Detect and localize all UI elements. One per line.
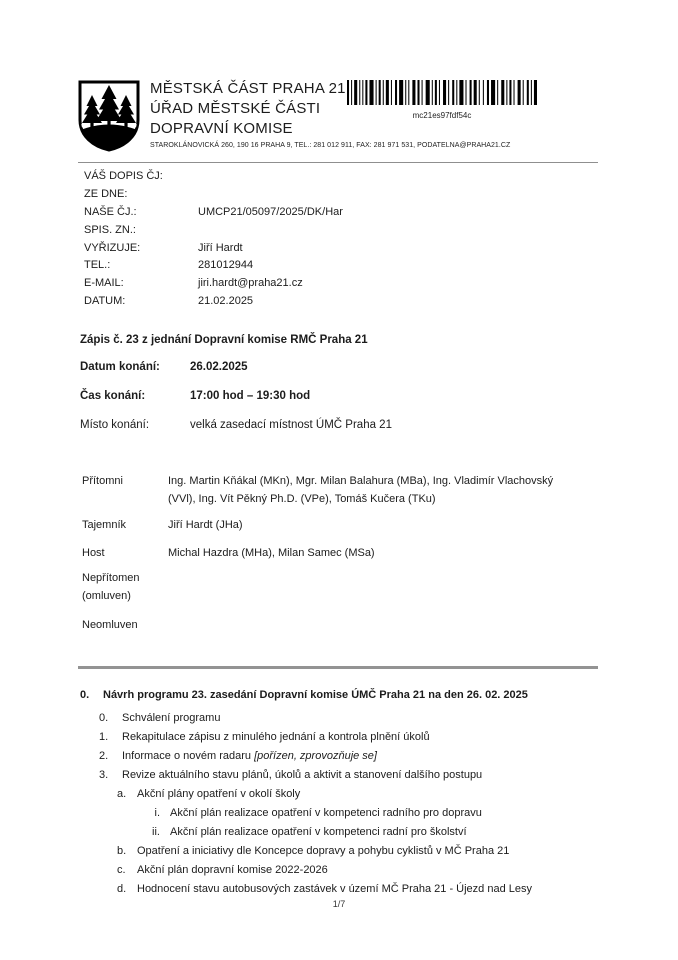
agenda-item-text: Akční plány opatření v okolí školy (137, 788, 301, 800)
attendance-secretary-row (82, 516, 570, 534)
agenda-item (0, 709, 678, 728)
field-label: Místo konání: (80, 419, 150, 431)
field-label: SPIS. ZN.: (84, 223, 136, 236)
agenda-item (0, 747, 678, 766)
meeting-place-row (80, 419, 392, 448)
agenda-item-marker: 2. (99, 750, 109, 762)
meta-row-ze-dne (84, 185, 343, 203)
meta-fields (84, 167, 343, 310)
divider-top (78, 162, 598, 163)
field-label: VYŘIZUJE: (84, 241, 141, 254)
org-name-line3: DOPRAVNÍ KOMISE (150, 120, 293, 137)
page-number: 1/7 (332, 899, 346, 909)
agenda-item-text-italic: [pořízen, zprovozňuje se] (254, 750, 377, 762)
agenda-section (0, 686, 678, 899)
field-value (168, 569, 570, 605)
agenda-item (0, 728, 678, 747)
meeting-date-row (80, 361, 392, 390)
org-address: STAROKLÁNOVICKÁ 260, 190 16 PRAHA 9, TEL.: 281 012 911, FAX: 281 971 531, PODATELNA@PRAHA21.CZ (150, 142, 511, 149)
document-title: Zápis č. 23 z jednání Dopravní komise RMČ Praha 21 (80, 334, 368, 346)
field-label: DATUM: (84, 295, 126, 308)
agenda-heading-text: Návrh programu 23. zasedání Dopravní komise ÚMČ Praha 21 na den 26. 02. 2025 (103, 689, 528, 701)
field-value: Jiří Hardt (198, 241, 243, 254)
field-label (82, 569, 168, 605)
field-label: Tajemník (82, 519, 127, 531)
agenda-subsubitem (0, 804, 678, 823)
field-value (168, 616, 570, 634)
agenda-item-marker: d. (117, 883, 127, 895)
agenda-subitem (0, 880, 678, 899)
field-label: ZE DNE: (84, 187, 128, 200)
coat-of-arms-logo (78, 80, 140, 152)
meeting-info (80, 361, 392, 448)
field-value: 281012944 (198, 259, 254, 272)
field-label: Čas konání: (80, 390, 146, 402)
agenda-item-text: Rekapitulace zápisu z minulého jednání a kontrola plnění úkolů (122, 731, 430, 743)
agenda-subitem (0, 861, 678, 880)
agenda-item-text: Opatření a iniciativy dle Koncepce dopravy a pohybu cyklistů v MČ Praha 21 (137, 845, 510, 857)
divider-agenda (78, 666, 598, 669)
field-value: jiri.hardt@praha21.cz (198, 277, 303, 290)
attendance-present-row (82, 472, 570, 508)
field-value: 26.02.2025 (190, 361, 248, 373)
field-label-line1: Nepřítomen (82, 572, 140, 584)
field-value: Ing. Martin Kňákal (MKn), Mgr. Milan Balahura (MBa), Ing. Vladimír Vlachovský (VVl), Ing. Vít Pěkný Ph.D. (VPe), Tomáš Kučera (TKu) (168, 475, 554, 505)
attendance-guest-row (82, 544, 570, 562)
agenda-item-text-normal: Informace o novém radaru (122, 750, 255, 762)
barcode-image (347, 80, 537, 105)
agenda-subitem (0, 785, 678, 804)
agenda-subitem (0, 842, 678, 861)
agenda-item-text: Akční plán dopravní komise 2022-2026 (137, 864, 328, 876)
agenda-item-text: Hodnocení stavu autobusových zastávek v území MČ Praha 21 - Újezd nad Lesy (137, 883, 532, 895)
agenda-item-marker: b. (117, 845, 127, 857)
org-name-line1: MĚSTSKÁ ČÁST PRAHA 21 (150, 80, 346, 97)
field-label: TEL.: (84, 259, 111, 272)
field-value: velká zasedací místnost ÚMČ Praha 21 (190, 419, 392, 431)
field-value: Jiří Hardt (JHa) (168, 519, 243, 531)
meta-row-datum (84, 292, 343, 310)
field-value: 17:00 hod – 19:30 hod (190, 390, 311, 402)
field-label: NAŠE ČJ.: (84, 205, 137, 218)
field-label: Neomluven (82, 619, 138, 631)
meta-row-email (84, 274, 343, 292)
meta-row-vyrizuje (84, 239, 343, 257)
field-label-line2: (omluven) (82, 590, 131, 602)
agenda-item-text: Schválení programu (122, 712, 221, 724)
field-label: Přítomni (82, 475, 123, 487)
agenda-item-text: Revize aktuálního stavu plánů, úkolů a aktivit a stanovení dalšího postupu (122, 769, 483, 781)
meta-row-nase-cj (84, 203, 343, 221)
field-value: Michal Hazdra (MHa), Milan Samec (MSa) (168, 547, 375, 559)
agenda-item-marker: 1. (99, 731, 109, 743)
field-value: 21.02.2025 (198, 295, 254, 308)
agenda-item-text: Akční plán realizace opatření v kompetenci radní pro školství (170, 826, 467, 838)
meeting-time-row (80, 390, 392, 419)
field-label: Host (82, 547, 105, 559)
agenda-heading-number: 0. (80, 689, 90, 701)
agenda-item-marker: i. (154, 807, 160, 819)
barcode (347, 80, 537, 123)
agenda-item-marker: 0. (99, 712, 109, 724)
agenda-subsubitem (0, 823, 678, 842)
barcode-text: mc21es97fdf54c (408, 111, 477, 120)
field-label: VÁŠ DOPIS ČJ: (84, 169, 163, 182)
agenda-item-marker: 3. (99, 769, 109, 781)
agenda-item-marker: a. (117, 788, 127, 800)
field-label: E-MAIL: (84, 277, 124, 290)
attendance-unexcused-row (82, 616, 570, 634)
agenda-heading (0, 686, 678, 705)
field-label: Datum konání: (80, 361, 160, 373)
org-name-line2: ÚŘAD MĚSTSKÉ ČÁSTI (150, 100, 321, 117)
meta-row-tel (84, 256, 343, 274)
agenda-item-marker: c. (117, 864, 126, 876)
agenda-item-text (122, 747, 377, 766)
agenda-item-marker: ii. (152, 826, 160, 838)
meta-row-vas-dopis (84, 167, 343, 185)
agenda-item (0, 766, 678, 785)
attendance-absent-row (82, 569, 570, 605)
agenda-item-text: Akční plán realizace opatření v kompetenci radního pro dopravu (170, 807, 482, 819)
meta-row-spis-zn (84, 221, 343, 239)
field-value: UMCP21/05097/2025/DK/Har (198, 205, 343, 218)
